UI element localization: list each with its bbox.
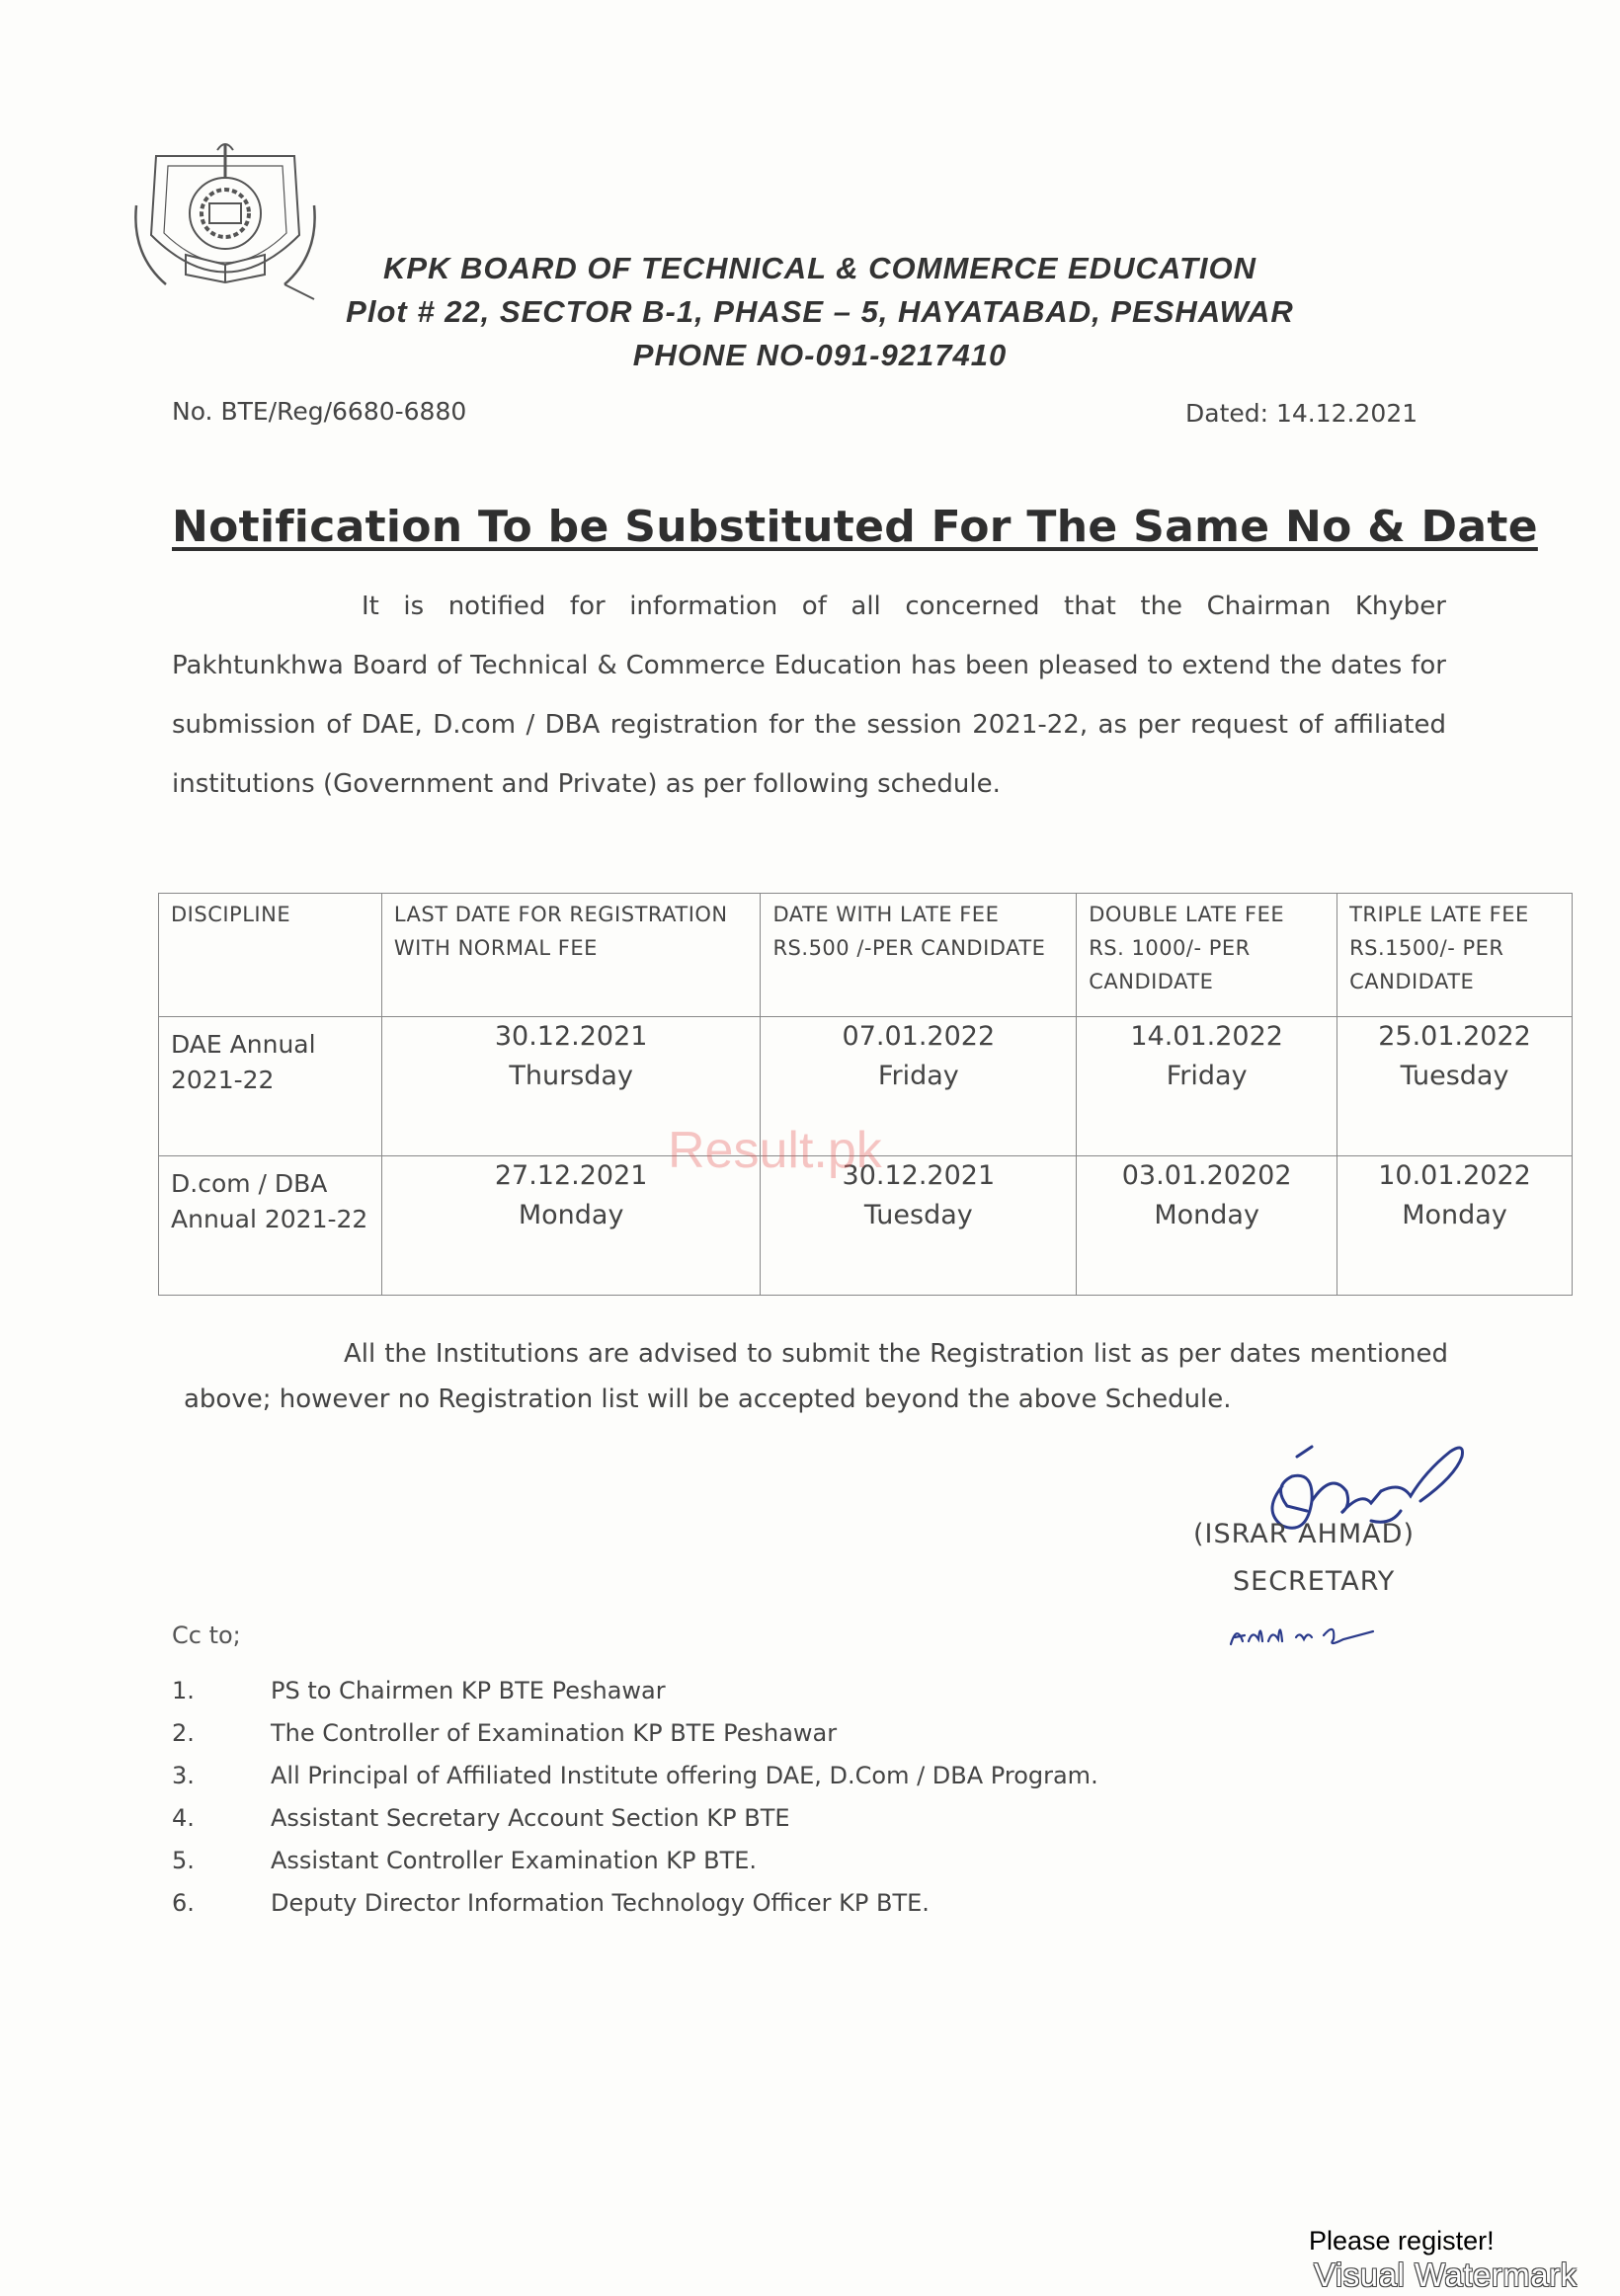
signatory-designation: SECRETARY xyxy=(1233,1566,1396,1597)
list-item xyxy=(172,1719,837,1749)
day-value: Thursday xyxy=(509,1061,633,1091)
list-text: Assistant Controller Examination KP BTE. xyxy=(271,1847,758,1874)
list-item xyxy=(172,1804,790,1834)
discipline-name: D.com / DBA Annual 2021-22 xyxy=(171,1169,368,1233)
list-number: 4. xyxy=(172,1804,195,1832)
list-text: All Principal of Affiliated Institute offering DAE, D.Com / DBA Program. xyxy=(271,1762,1098,1789)
board-name: KPK BOARD OF TECHNICAL & COMMERCE EDUCATION xyxy=(382,251,1256,285)
reference-number: No. BTE/Reg/6680-6880 xyxy=(172,397,467,426)
register-watermark: Please register! xyxy=(1309,2226,1495,2256)
date-value: 30.12.2021 xyxy=(842,1160,996,1191)
list-text: The Controller of Examination KP BTE Peshawar xyxy=(271,1719,838,1747)
cc-label: Cc to; xyxy=(172,1622,241,1649)
day-value: Monday xyxy=(1402,1200,1507,1230)
day-value: Tuesday xyxy=(1400,1061,1509,1091)
registration-schedule-table xyxy=(158,893,1573,1296)
date-value: 03.01.20202 xyxy=(1121,1160,1292,1191)
date-cell xyxy=(1077,1156,1337,1296)
discipline-name: DAE Annual 2021-22 xyxy=(171,1030,316,1094)
day-value: Friday xyxy=(877,1061,959,1091)
list-number: 2. xyxy=(172,1719,195,1747)
board-address: Plot # 22, SECTOR B-1, PHASE – 5, HAYATABAD, PESHAWAR xyxy=(346,294,1294,329)
header-triple-late-fee: TRIPLE LATE FEE RS.1500/- PER CANDIDATE xyxy=(1337,894,1573,1017)
list-item xyxy=(172,1847,757,1876)
date-value: 07.01.2022 xyxy=(842,1021,996,1052)
day-value: Monday xyxy=(1154,1200,1259,1230)
signatory-name: (ISRAR AHMAD) xyxy=(1193,1519,1415,1549)
list-number: 6. xyxy=(172,1889,195,1917)
visual-watermark: Visual Watermark xyxy=(1314,2256,1578,2293)
advisory-paragraph xyxy=(184,1331,1448,1422)
day-value: Monday xyxy=(518,1200,624,1230)
notification-paragraph xyxy=(172,577,1446,814)
date-value: 30.12.2021 xyxy=(494,1021,648,1052)
list-text: PS to Chairmen KP BTE Peshawar xyxy=(271,1677,666,1704)
date-cell xyxy=(1077,1017,1337,1156)
board-phone: PHONE NO-091-9217410 xyxy=(632,338,1008,372)
handwritten-initials xyxy=(1225,1610,1383,1659)
list-number: 1. xyxy=(172,1677,195,1704)
list-text: Deputy Director Information Technology Officer KP BTE. xyxy=(271,1889,930,1917)
day-value: Friday xyxy=(1166,1061,1248,1091)
header-late-fee: DATE WITH LATE FEE RS.500 /-PER CANDIDATE xyxy=(761,894,1077,1017)
header-double-late-fee: DOUBLE LATE FEE RS. 1000/- PER CANDIDATE xyxy=(1077,894,1337,1017)
list-text: Assistant Secretary Account Section KP BTE xyxy=(271,1804,790,1832)
date-value: 14.01.2022 xyxy=(1130,1021,1283,1052)
day-value: Tuesday xyxy=(863,1200,973,1230)
date-value: 10.01.2022 xyxy=(1378,1160,1531,1191)
table-header-row xyxy=(159,894,1573,1017)
list-item xyxy=(172,1762,1098,1791)
paragraph-text: All the Institutions are advised to submit the Registration list as per dates mentioned above; however no Registration list will be accepted beyond the above Schedule. xyxy=(184,1339,1448,1414)
date-value: 27.12.2021 xyxy=(494,1160,648,1191)
discipline-cell xyxy=(159,1017,382,1156)
date-value: 25.01.2022 xyxy=(1378,1021,1531,1052)
site-watermark: Result.pk xyxy=(668,1122,882,1179)
notification-title: Notification To be Substituted For The Same No & Date xyxy=(172,502,1538,552)
date-cell xyxy=(1337,1156,1573,1296)
header-discipline: DISCIPLINE xyxy=(159,894,382,1017)
date-cell xyxy=(1337,1017,1573,1156)
list-item xyxy=(172,1677,666,1706)
header-normal-fee: LAST DATE FOR REGISTRATION WITH NORMAL FEE xyxy=(381,894,761,1017)
paragraph-text: It is notified for information of all concerned that the Chairman Khyber Pakhtunkhwa Board of Technical & Commerce Education has been pleased to extend the dates for submission of DAE, D.com / DBA registration for the session 2021-22, as per request of affiliated institutions (Government and Private) as per following schedule. xyxy=(172,592,1446,799)
discipline-cell xyxy=(159,1156,382,1296)
list-number: 3. xyxy=(172,1762,195,1789)
list-number: 5. xyxy=(172,1847,195,1874)
reference-date: Dated: 14.12.2021 xyxy=(1185,399,1418,428)
list-item xyxy=(172,1889,930,1919)
